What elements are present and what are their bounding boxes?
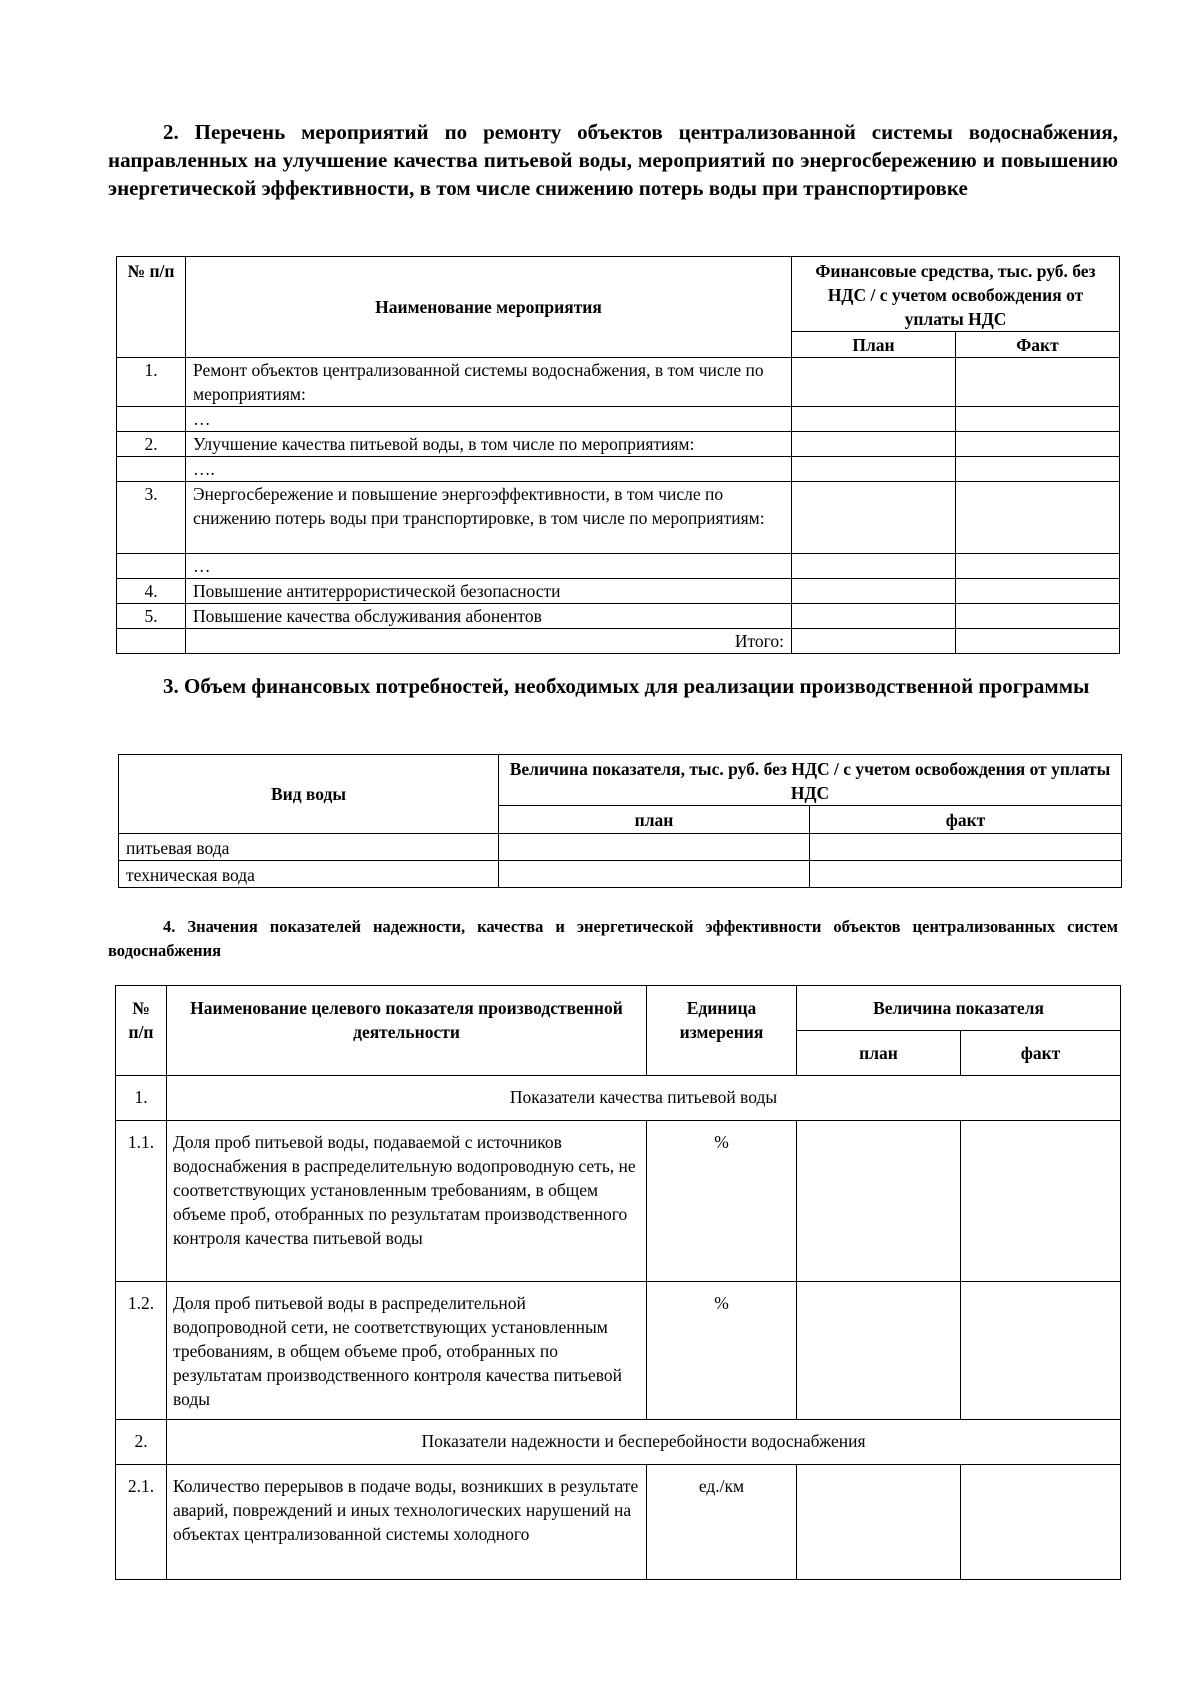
row-plan-cell <box>792 457 956 482</box>
row-fact-cell <box>961 1465 1121 1580</box>
table-row <box>117 482 1120 554</box>
table-row <box>117 432 1120 457</box>
row-water-type: техническая вода <box>119 861 499 888</box>
row-plan-cell <box>797 1465 961 1580</box>
col-header-number: № п/п <box>117 257 186 358</box>
col-header-finance: Финансовые средства, тыс. руб. без НДС / с учетом освобождения от уплаты НДС <box>792 257 1120 332</box>
activities-table <box>116 256 1120 654</box>
row-plan-cell <box>792 407 956 432</box>
section-4-heading: 4. Значения показателей надежности, качества и энергетической эффективности объектов централизованных систем водоснабжения <box>108 917 1118 960</box>
table-row <box>117 554 1120 579</box>
row-water-type: питьевая вода <box>119 834 499 861</box>
group-row <box>116 1076 1121 1121</box>
row-number <box>117 554 186 579</box>
row-fact-cell <box>956 358 1120 407</box>
total-number-cell <box>117 629 186 654</box>
row-activity: … <box>186 407 792 432</box>
total-label: Итого: <box>186 629 792 654</box>
row-activity: Повышение качества обслуживания абонентов <box>186 604 792 629</box>
row-indicator: Доля проб питьевой воды, подаваемой с источников водоснабжения в распределительную водопроводную сеть, не соответствующих установленным требованиям, в общем объеме проб, отобранных по результатам производственного контроля качества питьевой воды <box>167 1121 647 1282</box>
col-header-fact: факт <box>961 1031 1121 1076</box>
section-2-heading: 2. Перечень мероприятий по ремонту объектов централизованной системы водоснабжения, направленных на улучшение качества питьевой воды, мероприятий по энергосбережению и повышению энергетической эффективности, в том числе снижению потерь воды при транспортировке <box>108 120 1118 200</box>
row-activity: Энергосбережение и повышение энергоэффективности, в том числе по снижению потерь воды при транспортировке, в том числе по мероприятиям: <box>186 482 792 554</box>
table-row <box>117 604 1120 629</box>
row-activity: Ремонт объектов централизованной системы водоснабжения, в том числе по мероприятиям: <box>186 358 792 407</box>
row-unit: % <box>647 1282 797 1420</box>
col-header-activity: Наименование мероприятия <box>186 257 792 358</box>
group-row <box>116 1420 1121 1465</box>
row-plan-cell <box>792 604 956 629</box>
col-header-fact: Факт <box>956 332 1120 358</box>
group-title: Показатели качества питьевой воды <box>167 1076 1121 1121</box>
row-activity: …. <box>186 457 792 482</box>
col-header-value: Величина показателя, тыс. руб. без НДС / с учетом освобождения от уплаты НДС <box>499 755 1122 806</box>
table-row <box>117 358 1120 407</box>
row-number: 1. <box>117 358 186 407</box>
row-plan-cell <box>792 432 956 457</box>
total-fact-cell <box>956 629 1120 654</box>
col-header-unit: Единица измерения <box>647 986 797 1076</box>
row-fact-cell <box>961 1121 1121 1282</box>
row-number: 4. <box>117 579 186 604</box>
row-indicator: Количество перерывов в подаче воды, возникших в результате аварий, повреждений и иных технологических нарушений на объектах централизованной системы холодного <box>167 1465 647 1580</box>
row-fact-cell <box>956 554 1120 579</box>
row-fact-cell <box>956 407 1120 432</box>
col-header-plan: план <box>797 1031 961 1076</box>
row-plan-cell <box>499 834 810 861</box>
row-unit: ед./км <box>647 1465 797 1580</box>
row-plan-cell <box>499 861 810 888</box>
row-fact-cell <box>956 432 1120 457</box>
row-plan-cell <box>792 358 956 407</box>
col-header-indicator: Наименование целевого показателя производственной деятельности <box>167 986 647 1076</box>
table-row <box>116 1465 1121 1580</box>
row-plan-cell <box>792 554 956 579</box>
row-number: 2.1. <box>116 1465 167 1580</box>
row-fact-cell <box>961 1282 1121 1420</box>
row-unit: % <box>647 1121 797 1282</box>
group-number: 1. <box>116 1076 167 1121</box>
total-row <box>117 629 1120 654</box>
col-header-number: № п/п <box>116 986 167 1076</box>
row-fact-cell <box>956 604 1120 629</box>
col-header-value: Величина показателя <box>797 986 1121 1031</box>
row-fact-cell <box>956 457 1120 482</box>
row-indicator: Доля проб питьевой воды в распределительной водопроводной сети, не соответствующих установленным требованиям, в общем объеме проб, отобранных по результатам производственного контроля качества питьевой воды <box>167 1282 647 1420</box>
section-3-heading: 3. Объем финансовых потребностей, необходимых для реализации производственной программы <box>163 674 1090 698</box>
col-header-fact: факт <box>810 806 1122 834</box>
indicators-table <box>115 985 1121 1580</box>
row-number: 5. <box>117 604 186 629</box>
row-plan-cell <box>797 1121 961 1282</box>
row-number <box>117 407 186 432</box>
table-row <box>117 457 1120 482</box>
financial-needs-table <box>118 754 1122 888</box>
table-row <box>117 579 1120 604</box>
row-number: 1.2. <box>116 1282 167 1420</box>
row-plan-cell <box>797 1282 961 1420</box>
row-number: 1.1. <box>116 1121 167 1282</box>
row-plan-cell <box>792 579 956 604</box>
col-header-water-type: Вид воды <box>119 755 499 834</box>
group-title: Показатели надежности и бесперебойности водоснабжения <box>167 1420 1121 1465</box>
row-activity: Улучшение качества питьевой воды, в том числе по мероприятиям: <box>186 432 792 457</box>
total-plan-cell <box>792 629 956 654</box>
row-activity: Повышение антитеррористической безопасности <box>186 579 792 604</box>
col-header-plan: План <box>792 332 956 358</box>
row-number: 3. <box>117 482 186 554</box>
table-row <box>119 861 1122 888</box>
row-number <box>117 457 186 482</box>
col-header-plan: план <box>499 806 810 834</box>
row-fact-cell <box>956 482 1120 554</box>
table-row <box>116 1121 1121 1282</box>
row-fact-cell <box>956 579 1120 604</box>
row-plan-cell <box>792 482 956 554</box>
row-number: 2. <box>117 432 186 457</box>
row-fact-cell <box>810 834 1122 861</box>
table-row <box>119 834 1122 861</box>
group-number: 2. <box>116 1420 167 1465</box>
table-row <box>117 407 1120 432</box>
table-row <box>116 1282 1121 1420</box>
row-activity: … <box>186 554 792 579</box>
row-fact-cell <box>810 861 1122 888</box>
